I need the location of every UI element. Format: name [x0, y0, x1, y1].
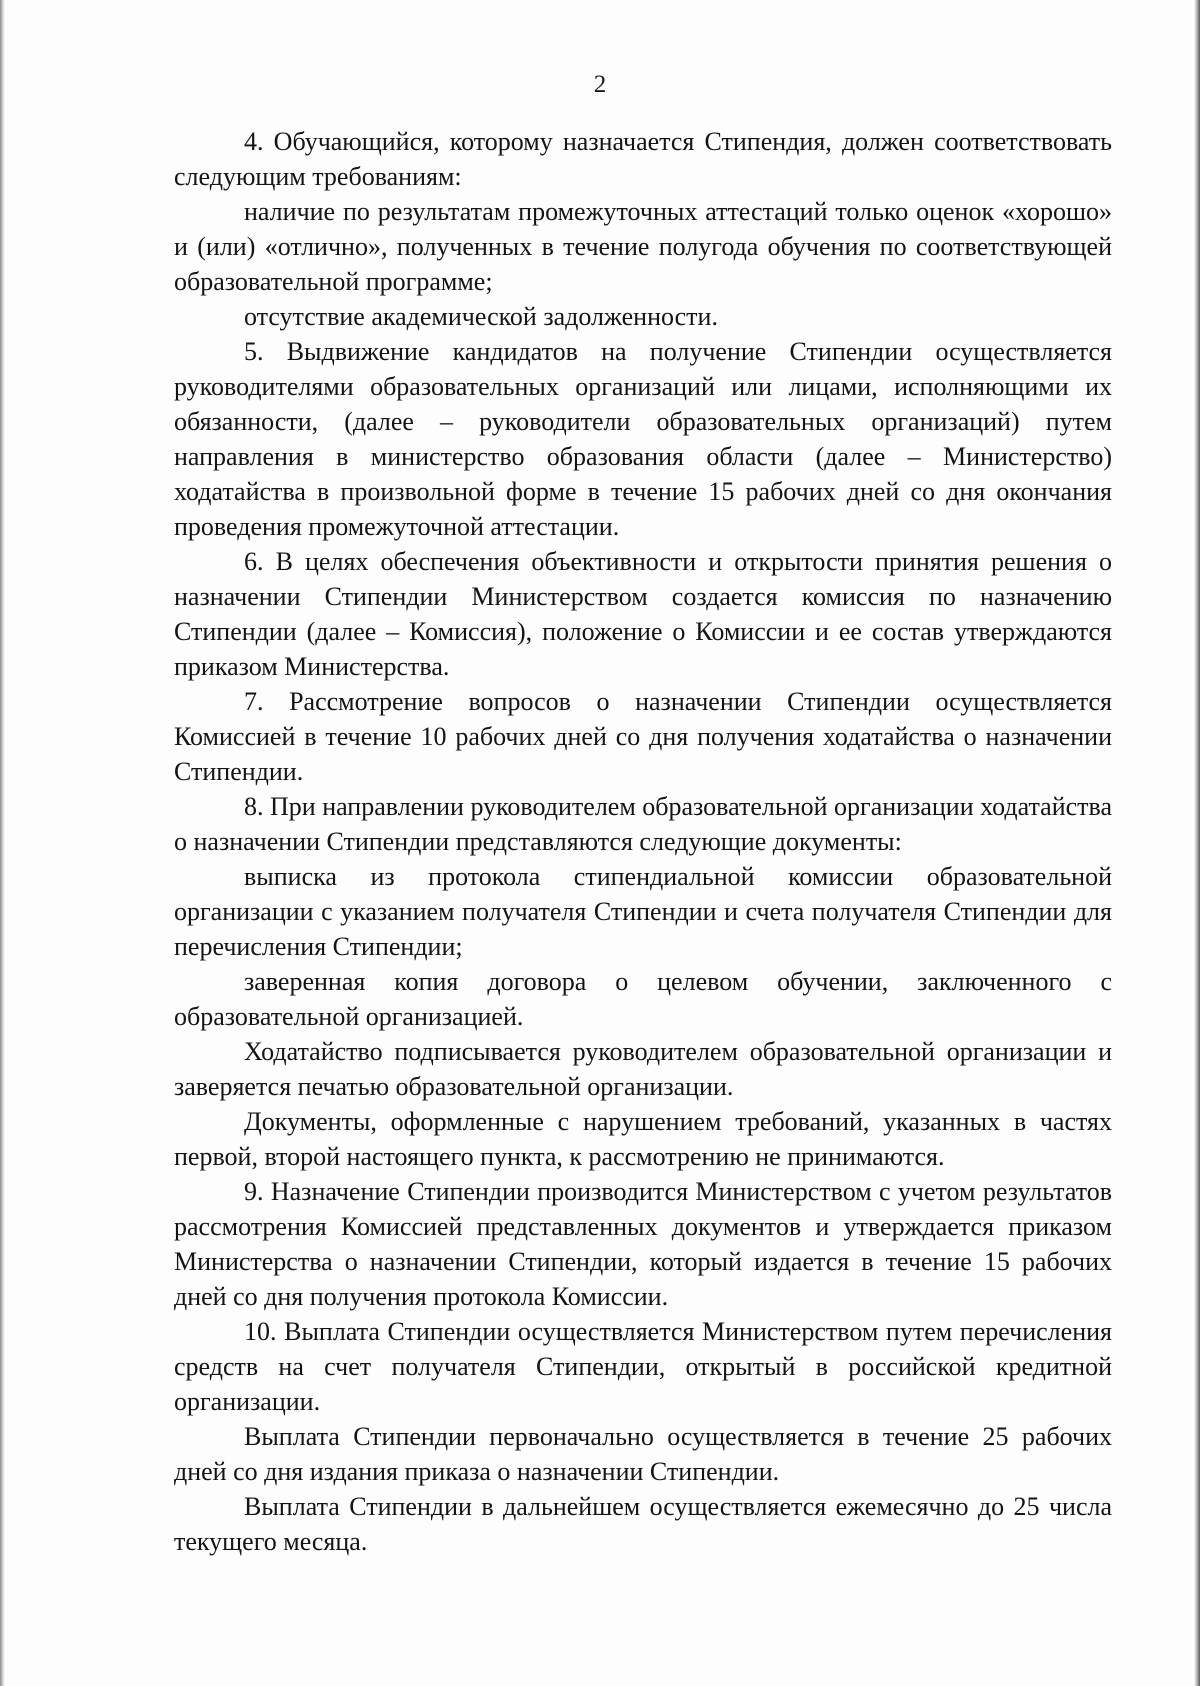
page-number: 2 [593, 71, 607, 98]
paragraph-5: 5. Выдвижение кандидатов на получение Стипендии осуществляется руководителями образовательных организаций или лицами, исполняющими их обязанности, (далее – руководители образовательных организаций) путем направления в министерство образования области (далее – Министерство) ходатайства в произвольной форме в течение 15 рабочих дней со дня окончания проведения промежуточной аттестации. [174, 337, 1112, 541]
paragraph-4: 4. Обучающийся, которому назначается Стипендия, должен соответствовать следующим требованиям: [174, 127, 1112, 191]
paragraph-10-monthly-payment: Выплата Стипендии в дальнейшем осуществляется ежемесячно до 25 числа текущего месяца. [174, 1492, 1112, 1556]
paragraph-8-document-extract: выписка из протокола стипендиальной комиссии образовательной организации с указанием получателя Стипендии и счета получателя Стипендии для перечисления Стипендии; [174, 862, 1112, 961]
paragraph-8-signature: Ходатайство подписывается руководителем образовательной организации и заверяется печатью образовательной организации. [174, 1037, 1112, 1101]
scan-edge-left [0, 0, 5, 1686]
paragraph-6: 6. В целях обеспечения объективности и открытости принятия решения о назначении Стипендии Министерством создается комиссия по назначению Стипендии (далее – Комиссия), положение о Комиссии и ее состав утверждаются приказом Министерства. [174, 547, 1112, 681]
paragraph-7: 7. Рассмотрение вопросов о назначении Стипендии осуществляется Комиссией в течение 10 рабочих дней со дня получения ходатайства о назначении Стипендии. [174, 687, 1112, 786]
paragraph-8-document-contract: заверенная копия договора о целевом обучении, заключенного с образовательной организацией. [174, 967, 1112, 1031]
document-body [174, 124, 1112, 1559]
paragraph-4-requirement-grades: наличие по результатам промежуточных аттестаций только оценок «хорошо» и (или) «отлично», полученных в течение полугода обучения по соответствующей образовательной программе; [174, 197, 1112, 296]
paragraph-10: 10. Выплата Стипендии осуществляется Министерством путем перечисления средств на счет получателя Стипендии, открытый в российской кредитной организации. [174, 1317, 1112, 1416]
paragraph-4-requirement-debt: отсутствие академической задолженности. [244, 302, 718, 331]
paragraph-10-initial-payment: Выплата Стипендии первоначально осуществляется в течение 25 рабочих дней со дня издания приказа о назначении Стипендии. [174, 1422, 1112, 1486]
paragraph-8: 8. При направлении руководителем образовательной организации ходатайства о назначении Стипендии представляются следующие документы: [174, 792, 1112, 856]
paragraph-8-rejection: Документы, оформленные с нарушением требований, указанных в частях первой, второй настоящего пункта, к рассмотрению не принимаются. [174, 1107, 1112, 1171]
paragraph-9: 9. Назначение Стипендии производится Министерством с учетом результатов рассмотрения Комиссией представленных документов и утверждается приказом Министерства о назначении Стипендии, который издается в течение 15 рабочих дней со дня получения протокола Комиссии. [174, 1177, 1112, 1311]
scan-edge-right [1194, 0, 1200, 1686]
